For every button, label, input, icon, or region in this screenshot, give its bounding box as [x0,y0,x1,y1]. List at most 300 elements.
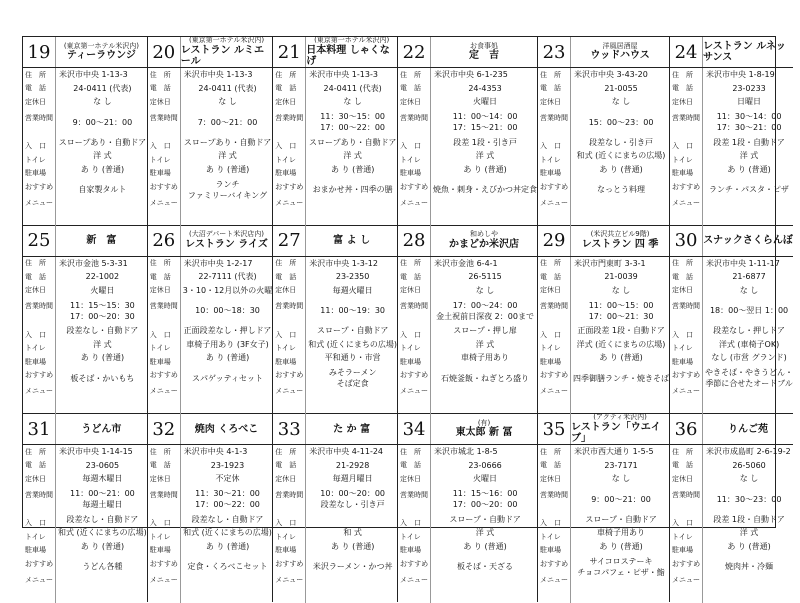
field-labels [273,257,306,415]
field-label: 電 話 [400,272,422,281]
cell-header [148,414,272,445]
restaurant-cell [148,37,273,226]
field-label: トイレ [400,532,421,541]
field-label: 駐車場 [400,357,422,366]
toilet-value: 洋 式 [343,151,362,161]
restaurant-name: 新 富 [86,235,117,246]
cell-body [273,68,397,226]
recommend-value [571,176,669,203]
field-label: 定休日 [400,97,422,106]
field-label: 入 口 [275,142,297,151]
toilet-value: 洋式 (近くにまちの広場) [576,339,666,349]
restaurant-cell [148,226,273,415]
recommend-value [306,176,397,203]
field-label: 電 話 [149,272,171,281]
field-label: メニュー [400,575,429,584]
field-label: 定休日 [149,97,171,106]
toilet-value: 洋 式 [475,339,495,349]
parking-value: なし (市営 グランド) [711,353,787,363]
recommend-value [181,365,272,392]
field-values [181,445,272,603]
hours-line: 17：30～21：00 [716,123,782,132]
parking-value: あ り (普通) [599,353,643,363]
recommend-line: スパゲッティセット [192,373,264,383]
field-label: 定休日 [540,286,562,295]
hours-value [181,109,272,136]
restaurant-name: 日本料理 しゃくなげ [306,44,390,67]
recommend-line: ランチ・パスタ・ピザ [709,185,790,194]
field-label: おすすめ [400,371,429,380]
cell-header [670,37,793,68]
field-label: メニュー [275,575,304,584]
restaurant-title [56,414,147,444]
phone-value: 22-1002 [85,272,120,282]
field-label: トイレ [672,155,693,164]
recommend-line: 季節に合せたオードブル [705,379,793,388]
phone-value: 23-7171 [604,460,638,470]
parking-value: あ り (普通) [463,164,507,174]
restaurant-title [703,37,793,67]
recommend-line: うどん各種 [82,562,123,571]
recommend-value [571,553,669,580]
field-label: 電 話 [400,461,422,470]
address-value: 米沢市中央 1-13-3 [183,70,253,80]
hours-value [181,486,272,513]
hours-line: 9：00～21：00 [72,117,133,127]
restaurant-cell [538,226,670,415]
field-label: 入 口 [672,519,694,528]
recommend-value [571,365,669,392]
restaurant-cell [148,414,273,602]
field-labels [148,445,181,603]
field-label: 営業時間 [540,113,569,122]
recommend-value [56,553,147,580]
restaurant-name: ティーラウンジ [66,50,136,62]
field-label: 住 所 [275,447,297,456]
field-labels [670,68,703,226]
cell-header [148,226,272,257]
parking-value: あ り (普通) [599,541,643,551]
hours-line: 10：00～20：00 [320,489,385,498]
holiday-value: 日曜日 [737,97,762,107]
hours-line: 11：30～23：00 [716,494,782,504]
recommend-value [56,176,147,203]
toilet-value: 洋式 (車椅子OK) [718,339,780,349]
address-value: 米沢市成島町 2-6-19-2 [706,447,791,457]
field-labels [538,257,571,415]
toilet-value: 洋 式 [739,151,759,161]
field-label: 入 口 [149,330,171,339]
toilet-value: 洋 式 [739,528,759,538]
toilet-value: 車椅子用あり [597,528,646,538]
restaurant-title [56,226,147,256]
cell-body [670,68,793,226]
field-label: 入 口 [400,519,422,528]
recommend-value [703,553,793,580]
recommend-value [703,176,793,203]
restaurant-title [306,226,397,256]
cell-body [23,257,147,415]
field-label: メニュー [275,387,304,395]
address-value: 米沢市中央 4-1-3 [183,447,248,457]
toilet-value: 和式 (近くにまちの広場) [576,151,666,161]
field-label: 定休日 [25,97,46,106]
field-label: トイレ [672,344,693,353]
field-values [56,445,147,603]
field-label: 定休日 [275,97,297,106]
field-label: おすすめ [149,371,178,380]
toilet-value: 車椅子用あり (3F女子) [186,339,269,349]
field-label: 駐車場 [25,357,46,366]
field-label: 営業時間 [25,113,53,122]
toilet-value: 和式 (近くにまちの広場) [183,528,272,538]
entry-number: 32 [148,414,181,444]
hours-line: 7：00～21：00 [197,117,258,127]
hours-value [571,297,669,324]
address-value: 米沢市中央 3-43-20 [574,70,648,80]
hours-value [431,297,537,324]
cell-body [398,445,537,603]
field-label: 営業時間 [400,113,429,122]
holiday-value: な し [611,97,631,107]
restaurant-name: レストラン ルネッサンス [703,41,786,63]
entry-number: 26 [148,226,181,256]
restaurant-cell [23,37,148,226]
field-label: トイレ [149,344,171,353]
field-values [306,445,397,603]
field-label: 入 口 [540,519,562,528]
restaurant-title [431,37,537,67]
restaurant-title [703,226,793,256]
parking-value: あ り (普通) [80,164,125,174]
field-label: おすすめ [275,182,304,191]
field-values [703,68,793,226]
field-values [56,68,147,226]
field-label: 住 所 [672,70,694,79]
entrance-value: 段差なし・自動ドア [191,514,264,524]
entrance-value: 段差なし・自動ドア [66,514,139,524]
field-labels [273,445,306,603]
hours-value [571,109,669,136]
restaurant-subtitle: (東京第一ホテル米沢内) [63,41,139,50]
cell-body [148,68,272,226]
field-label: 営業時間 [25,490,53,499]
restaurant-name: 定 吉 [469,50,500,62]
recommend-line: 石焼釜飯・ねぎとろ盛り [441,373,530,383]
field-label: 駐車場 [400,546,422,555]
field-label: 定休日 [672,97,694,106]
entrance-value: 段差なし・自動ドア [66,326,139,336]
parking-value: あ り (普通) [80,353,125,363]
field-label: 駐車場 [672,357,694,366]
restaurant-name: レストラン ライズ [185,238,268,250]
entry-number: 31 [23,414,56,444]
hours-value [571,486,669,513]
hours-value [306,486,397,513]
field-label: 電 話 [400,84,422,93]
parking-value: あ り (普通) [727,541,771,551]
parking-value: あ り (普通) [330,164,375,174]
restaurant-cell [670,226,793,415]
field-label: 住 所 [275,259,297,268]
field-label: 駐車場 [275,546,297,555]
restaurant-title [181,37,272,67]
holiday-value: 火曜日 [90,285,115,295]
phone-value: 22-7111 (代表) [198,272,257,282]
cell-header [273,226,397,257]
cell-header [398,37,537,68]
entry-number: 21 [273,37,306,67]
field-label: おすすめ [672,559,701,568]
field-label: 入 口 [672,330,694,339]
restaurant-name: うどん市 [81,423,122,435]
holiday-value: 毎週木曜日 [82,474,123,484]
field-label: 住 所 [25,70,46,79]
field-label: メニュー [275,198,304,207]
field-label: 電 話 [149,461,171,470]
phone-value: 23-0666 [468,460,502,470]
hours-value [431,486,537,513]
field-label: 駐車場 [275,357,297,366]
restaurant-cell [538,37,670,226]
field-label: 営業時間 [275,302,304,310]
hours-line: 17：00～20：00 [452,500,518,509]
hours-line: 11：30～14：00 [716,112,782,121]
cell-header [148,37,272,68]
address-value: 米沢市中央 1-13-3 [59,70,128,80]
field-label: 入 口 [275,330,297,339]
cell-body [670,445,793,603]
field-label: 入 口 [25,519,46,528]
holiday-value: 火曜日 [473,474,498,484]
field-label: 電 話 [540,272,562,281]
restaurant-title [306,414,397,444]
hours-line: 11：00～19：30 [320,306,385,315]
restaurant-title [431,414,537,444]
phone-value: 23-2350 [335,272,370,282]
phone-value: 24-0411 (代表) [73,83,132,93]
address-value: 米沢市中央 1-11-17 [706,258,780,268]
parking-value: あ り (普通) [205,164,250,174]
hours-line: 9：00～21：00 [591,494,651,504]
cell-header [398,226,537,257]
parking-value: あ り (普通) [330,541,375,551]
field-labels [273,68,306,226]
phone-value: 21-6877 [732,272,766,282]
restaurant-cell [398,414,538,602]
field-label: 駐車場 [149,357,171,366]
recommend-line: 焼魚・刺身・えびかつ丼定食 [433,185,538,194]
field-label: 電 話 [540,84,562,93]
field-labels [148,68,181,226]
restaurant-cell [273,226,398,415]
field-values [306,68,397,226]
hours-line: 17：00～24：00 [452,300,518,310]
field-label: 入 口 [149,142,171,151]
field-label: 定休日 [672,286,694,295]
field-label: 営業時間 [400,490,429,499]
field-label: 電 話 [275,84,297,93]
parking-value: あ り (普通) [80,541,125,551]
field-label: 住 所 [672,259,694,268]
toilet-value: 洋 式 [93,339,112,349]
field-label: 住 所 [25,447,46,456]
entrance-value: スロープ・自動ドア [316,326,389,336]
field-label: メニュー [540,575,569,584]
recommend-line: 自家製タルト [78,185,127,194]
entrance-value: 正面段差なし・押しドア [183,326,272,336]
entry-number: 35 [538,414,571,444]
field-label: 住 所 [540,259,562,268]
holiday-value: な し [475,285,495,295]
restaurant-title [431,226,537,256]
cell-body [670,257,793,415]
cell-header [23,414,147,445]
field-label: トイレ [149,532,171,541]
field-values [703,257,793,415]
field-label: 入 口 [25,330,46,339]
field-label: トイレ [25,344,46,353]
entrance-value: スロープあり・自動ドア [308,137,397,147]
address-value: 米沢市中央 1-2-17 [183,258,253,268]
field-labels [538,445,571,603]
field-labels [538,68,571,226]
field-label: メニュー [540,387,569,395]
field-label: 駐車場 [540,546,562,555]
entry-number: 33 [273,414,306,444]
recommend-line: なっとう料理 [597,185,646,194]
field-label: おすすめ [149,182,178,191]
holiday-value: な し [739,285,759,295]
recommend-line: サイコロステーキ [589,556,653,566]
field-label: おすすめ [275,371,304,380]
cell-header [538,414,669,445]
hours-value [306,109,397,136]
field-label: 電 話 [275,461,297,470]
cell-header [273,414,397,445]
entrance-value: スロープ・自動ドア [585,514,657,524]
field-label: 駐車場 [25,546,46,555]
entrance-value: スロープあり・自動ドア [58,137,147,147]
field-label: おすすめ [540,182,569,191]
field-label: メニュー [672,198,701,207]
field-label: メニュー [25,575,53,584]
field-label: 電 話 [149,84,171,93]
field-label: おすすめ [149,559,178,568]
field-label: 住 所 [400,447,422,456]
field-label: 定休日 [149,286,171,295]
restaurant-cell [670,37,793,226]
phone-value: 26-5060 [732,460,766,470]
field-label: おすすめ [540,559,569,568]
phone-value: 26-5115 [468,272,502,282]
field-values [181,68,272,226]
entry-number: 24 [670,37,703,67]
recommend-line: ファミリーバイキング [187,190,268,200]
entry-number: 20 [148,37,181,67]
hours-line: 11：15～16：00 [452,489,518,498]
cell-body [398,68,537,226]
field-label: 電 話 [275,272,297,281]
cell-body [398,257,537,415]
hours-value [431,109,537,136]
entrance-value: スロープ・自動ドア [449,514,521,524]
field-label: 入 口 [149,519,171,528]
entrance-value: スロープあり・自動ドア [183,137,272,147]
field-label: 定休日 [25,474,46,483]
field-labels [670,445,703,603]
field-label: トイレ [275,155,296,164]
hours-line: 18：00～翌日 1：00 [709,306,789,315]
field-values [56,257,147,415]
field-label: 定休日 [400,474,422,483]
field-label: おすすめ [25,371,54,380]
field-label: トイレ [400,344,421,353]
hours-line: 11：30～15：00 [320,112,385,121]
recommend-line: 板そば・天ざる [457,562,514,571]
field-label: メニュー [540,198,569,207]
field-values [571,257,669,415]
field-label: 住 所 [25,259,46,268]
hours-line: 17：15～21：00 [452,123,518,132]
cell-header [23,226,147,257]
address-value: 米沢市中央 1-13-3 [309,70,378,80]
entry-number: 30 [670,226,703,256]
restaurant-name: スナックさくらんぼ [703,235,793,246]
field-label: メニュー [672,387,701,395]
entrance-value: 段差 1段・自動ドア [713,514,785,524]
restaurant-title [571,414,669,444]
address-value: 米沢市中央 1-8-19 [706,70,775,80]
address-value: 米沢市中央 4-11-24 [309,447,384,457]
field-values [181,257,272,415]
address-value: 米沢市城北 1-8-5 [434,447,498,457]
recommend-line: 四季御膳ランチ・焼きそば [573,373,670,383]
cell-body [538,68,669,226]
field-label: 住 所 [540,70,562,79]
entrance-value: 段差 1段・自動ドア [713,137,785,147]
field-label: 住 所 [540,447,562,456]
cell-body [538,445,669,603]
field-label: 営業時間 [672,113,701,122]
field-label: 住 所 [149,447,171,456]
field-label: おすすめ [672,371,701,380]
recommend-value [306,553,397,580]
field-label: 住 所 [275,70,297,79]
field-label: トイレ [275,532,296,541]
holiday-value: な し [611,285,631,295]
holiday-value: 3・10・12月以外の火曜 [182,285,273,295]
hours-line: 17：00～22：00 [320,123,385,132]
hours-line: 17：00～21：30 [588,311,654,321]
holiday-value: 火曜日 [473,97,498,107]
field-label: 定休日 [149,474,171,483]
cell-header [273,37,397,68]
cell-header [23,37,147,68]
restaurant-name: かまどか米沢店 [449,238,520,250]
field-label: おすすめ [400,559,429,568]
field-label: 営業時間 [672,490,701,499]
recommend-line: 定食・くろべこセット [187,562,268,571]
field-label: 駐車場 [149,546,171,555]
recommend-line: チョコパフェ・ピザ・鮨 [577,567,665,577]
hours-line: 金土祝前日深夜 2：00まで [436,311,534,321]
field-label: おすすめ [400,182,429,191]
field-label: メニュー [149,387,178,395]
restaurant-subtitle: (大沼デパート米沢店内) [189,230,265,239]
field-label: 入 口 [25,142,46,151]
phone-value: 24-0411 (代表) [323,83,382,93]
